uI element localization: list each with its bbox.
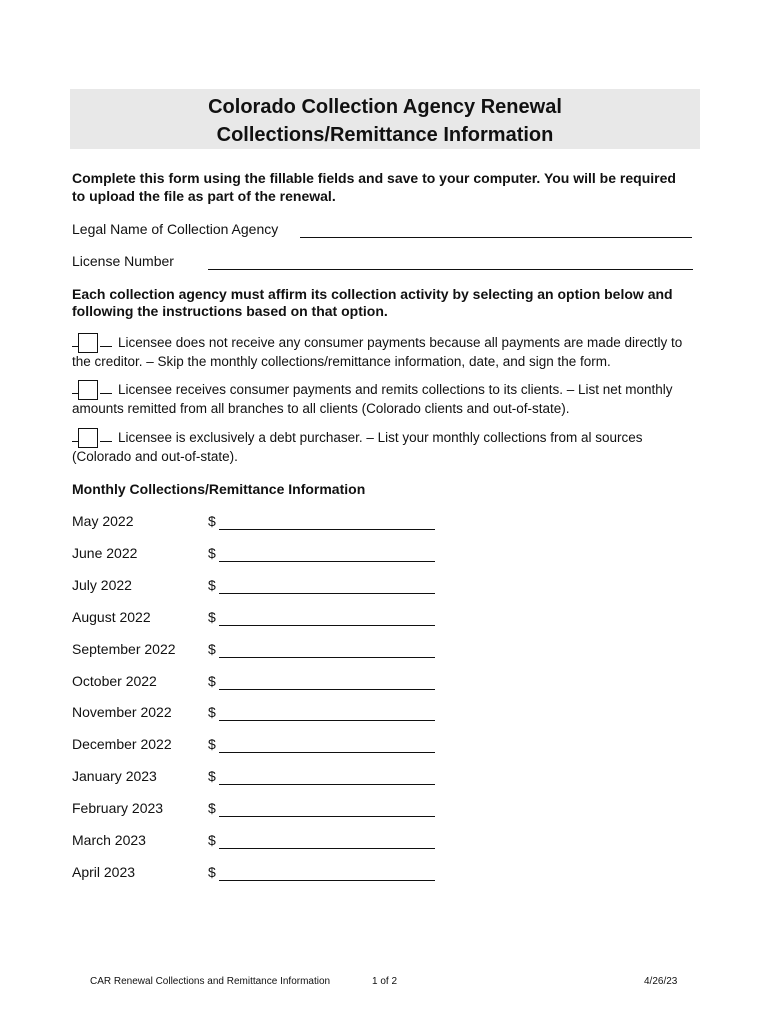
option-no-payments <box>72 333 700 370</box>
month-amount-field[interactable] <box>219 832 435 849</box>
month-label: January 2023 <box>72 768 157 785</box>
dollar-sign: $ <box>208 672 216 689</box>
option-debt-purchaser-checkbox[interactable] <box>78 428 98 448</box>
month-amount-field[interactable] <box>219 513 435 530</box>
month-row <box>72 641 442 661</box>
form-title-line1: Colorado Collection Agency Renewal <box>208 96 562 118</box>
dollar-sign: $ <box>208 736 216 753</box>
month-label: September 2022 <box>72 640 176 657</box>
month-row <box>72 800 442 820</box>
form-title-banner <box>70 89 700 149</box>
month-label: October 2022 <box>72 672 157 689</box>
month-label: February 2023 <box>72 800 164 817</box>
month-amount-field[interactable] <box>219 609 435 626</box>
month-amount-field[interactable] <box>219 673 435 690</box>
month-label: November 2022 <box>72 704 172 721</box>
footer-page-number: 1 of 2 <box>372 976 398 987</box>
month-label: December 2022 <box>72 736 172 753</box>
dollar-sign: $ <box>208 800 216 817</box>
month-label: March 2023 <box>72 832 146 848</box>
form-title-line2: Collections/Remittance Information <box>216 124 554 146</box>
license-number-field[interactable] <box>208 253 693 270</box>
option-no-payments-checkbox[interactable] <box>78 333 98 353</box>
option-remits-collections <box>72 380 700 417</box>
month-label: July 2022 <box>72 576 132 593</box>
month-row <box>72 864 442 884</box>
month-row <box>72 673 442 693</box>
dollar-sign: $ <box>208 513 216 529</box>
month-label: April 2023 <box>72 863 136 880</box>
dollar-sign: $ <box>208 863 216 880</box>
month-amount-field[interactable] <box>219 736 435 753</box>
affirm-instructions: Each collection agency must affirm its collection activity by selecting an option below and following the instructions based on that option. <box>72 286 673 319</box>
dollar-sign: $ <box>208 704 216 721</box>
month-amount-field[interactable] <box>219 641 435 658</box>
month-amount-field[interactable] <box>219 800 435 817</box>
month-row <box>72 704 442 724</box>
footer-date: 4/26/23 <box>644 976 678 987</box>
month-row <box>72 736 442 756</box>
dollar-sign: $ <box>208 640 216 657</box>
month-label: June 2022 <box>72 544 138 561</box>
dollar-sign: $ <box>208 608 216 625</box>
legal-name-label: Legal Name of Collection Agency <box>72 221 279 237</box>
month-amount-field[interactable] <box>219 577 435 594</box>
option-debt-purchaser <box>72 428 700 465</box>
month-amount-field[interactable] <box>219 768 435 785</box>
option-remits-collections-checkbox[interactable] <box>78 380 98 400</box>
legal-name-row <box>72 221 278 237</box>
month-amount-field[interactable] <box>219 545 435 562</box>
license-number-row <box>72 253 174 269</box>
dollar-sign: $ <box>208 832 216 848</box>
month-row <box>72 768 442 788</box>
month-row <box>72 545 442 565</box>
legal-name-field[interactable] <box>300 221 692 238</box>
license-number-label: License Number <box>72 253 174 269</box>
month-row <box>72 513 442 533</box>
dollar-sign: $ <box>208 544 216 561</box>
dollar-sign: $ <box>208 576 216 593</box>
footer-doc-name: CAR Renewal Collections and Remittance Information <box>90 976 331 987</box>
month-amount-field[interactable] <box>219 864 435 881</box>
dollar-sign: $ <box>208 768 216 785</box>
intro-instructions: Complete this form using the fillable fields and save to your computer. You will be required to upload the file as part of the renewal. <box>72 170 676 204</box>
option-remits-collections-text: Licensee receives consumer payments and remits collections to its clients. – List net monthly amounts remitted from all branches to all clients (Colorado clients and out-of-state). <box>72 382 673 416</box>
month-row <box>72 577 442 597</box>
option-debt-purchaser-text: Licensee is exclusively a debt purchaser. – List your monthly collections from al sources (Colorado and out-of-state). <box>72 430 643 464</box>
month-label: May 2022 <box>72 513 134 529</box>
month-amount-field[interactable] <box>219 704 435 721</box>
month-row <box>72 832 442 852</box>
month-row <box>72 609 442 629</box>
monthly-section-title: Monthly Collections/Remittance Information <box>72 481 366 497</box>
month-label: August 2022 <box>72 608 151 625</box>
option-no-payments-text: Licensee does not receive any consumer payments because all payments are made directly to the creditor. – Skip the monthly collections/remittance information, date, and sign the form. <box>72 335 683 369</box>
